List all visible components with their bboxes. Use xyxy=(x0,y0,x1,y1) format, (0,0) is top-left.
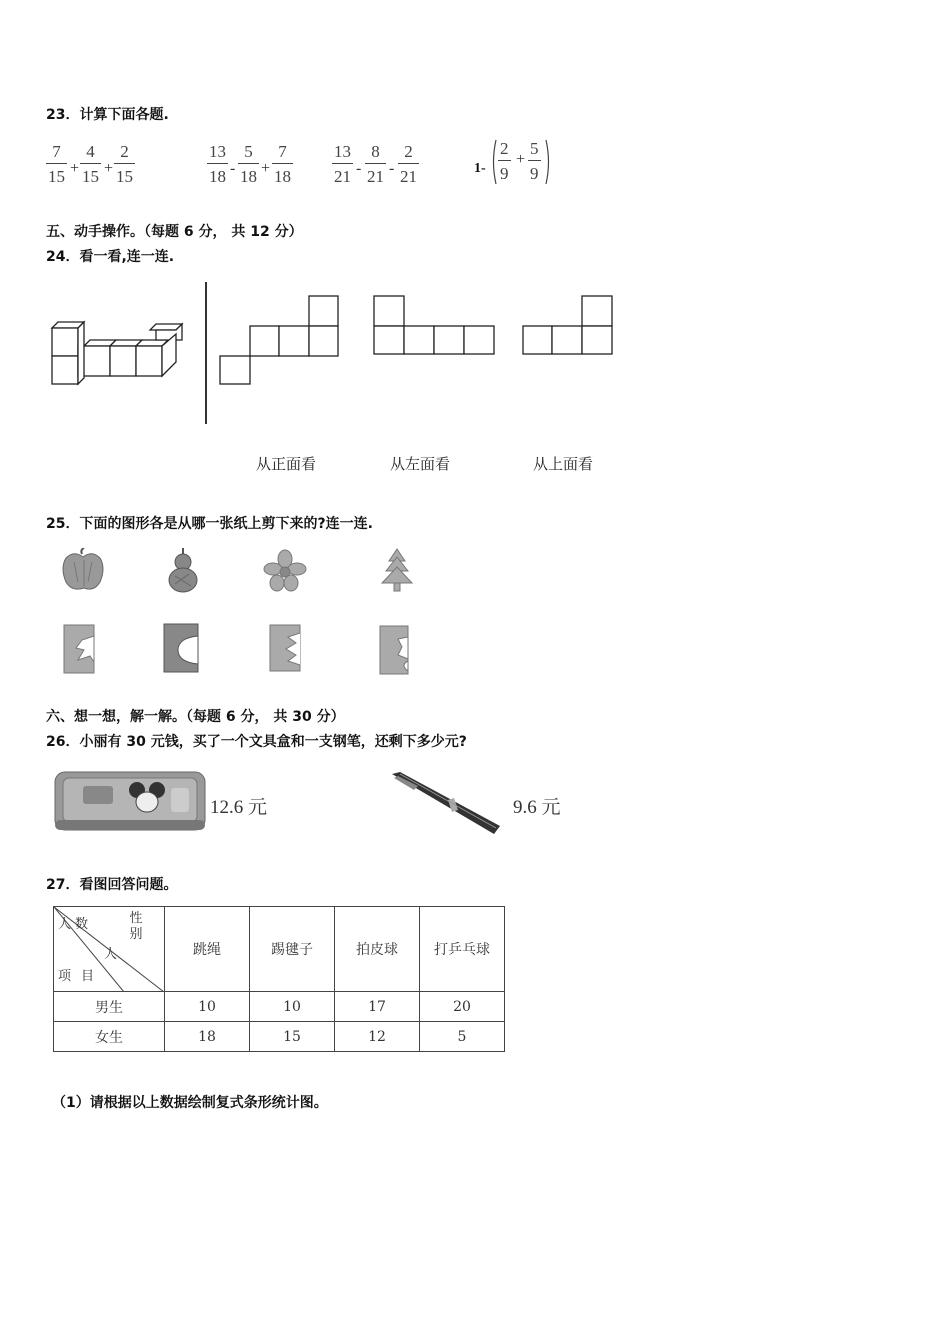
fountain-pen-image xyxy=(388,768,506,840)
fraction: $\frac{2}{21}$ xyxy=(400,142,417,186)
pencil-case-image xyxy=(53,768,208,834)
fraction: $\frac{2}{15}$ xyxy=(116,142,133,186)
column-header: 跳绳 xyxy=(165,907,250,992)
paper-round-cut-image xyxy=(160,620,204,676)
view-shape-2 xyxy=(372,294,496,356)
column-header: 打乒乓球 xyxy=(420,907,505,992)
paper-zigzag-cut-image xyxy=(266,621,306,675)
expr-lead: 1- xyxy=(474,161,486,176)
apple-cutout-image xyxy=(58,548,108,594)
flower-cutout-image xyxy=(263,549,307,593)
section5-title: 五、动手操作。（每题 6 分， 共 12 分） xyxy=(46,224,303,240)
view-label-front: 从正面看 xyxy=(256,455,317,473)
q27-sub1: （1）请根据以上数据绘制复式条形统计图。 xyxy=(52,1095,328,1111)
fraction: $\frac{2}{9}$ xyxy=(500,139,509,183)
table-corner-cell xyxy=(54,907,165,992)
view-label-top: 从上面看 xyxy=(533,455,594,473)
fraction: $\frac{5}{9}$ xyxy=(530,139,539,183)
table-cell: 10 xyxy=(165,992,250,1022)
view-label-left: 从左面看 xyxy=(390,455,451,473)
q24-title: 24．看一看,连一连. xyxy=(46,249,175,265)
table-row xyxy=(54,992,505,1022)
gourd-cutout-image xyxy=(163,546,203,596)
q25-title: 25．下面的图形各是从哪一张纸上剪下来的?连一连. xyxy=(46,516,373,532)
operator: - xyxy=(230,160,236,177)
cube-solid-figure xyxy=(46,320,186,390)
pencil-case-price: 12.6 元 xyxy=(210,797,268,818)
section6-title: 六、想一想，解一解。（每题 6 分， 共 30 分） xyxy=(46,709,345,725)
operator: - xyxy=(389,160,395,177)
fraction: $\frac{8}{21}$ xyxy=(367,142,384,186)
column-header: 拍皮球 xyxy=(335,907,420,992)
divider-line xyxy=(205,282,207,424)
table-cell: 5 xyxy=(420,1022,505,1052)
operator: - xyxy=(356,160,362,177)
operator: + xyxy=(70,160,80,177)
corner-count-label: 人数 xyxy=(58,917,93,932)
fraction: $\frac{7}{15}$ xyxy=(48,142,65,186)
table-cell: 12 xyxy=(335,1022,420,1052)
fraction: $\frac{5}{18}$ xyxy=(240,142,257,186)
operator: + xyxy=(104,160,114,177)
view-shape-1 xyxy=(218,294,340,386)
fraction: $\frac{13}{21}$ xyxy=(334,142,351,186)
table-cell: 20 xyxy=(420,992,505,1022)
sports-data-table xyxy=(53,906,505,1052)
view-shape-3 xyxy=(521,294,614,356)
corner-person-label: 人 xyxy=(104,947,118,962)
paper-star-cut-image xyxy=(60,622,100,676)
column-header: 踢毽子 xyxy=(250,907,335,992)
corner-gender-label: 性别 xyxy=(129,911,143,942)
row-label: 男生 xyxy=(54,992,165,1022)
table-cell: 10 xyxy=(250,992,335,1022)
paper-notch-cut-image xyxy=(376,623,416,677)
operator: + xyxy=(261,160,271,177)
row-label: 女生 xyxy=(54,1022,165,1052)
corner-item-label: 项目 xyxy=(58,969,105,984)
q23-title: 23．计算下面各题. xyxy=(46,107,169,123)
fraction: $\frac{4}{15}$ xyxy=(82,142,99,186)
pen-price: 9.6 元 xyxy=(513,797,561,818)
table-cell: 17 xyxy=(335,992,420,1022)
q26-title: 26．小丽有 30 元钱，买了一个文具盒和一支钢笔，还剩下多少元? xyxy=(46,734,467,750)
table-row xyxy=(54,1022,505,1052)
table-cell: 15 xyxy=(250,1022,335,1052)
q27-title: 27．看图回答问题。 xyxy=(46,877,178,893)
table-cell: 18 xyxy=(165,1022,250,1052)
fraction: $\frac{7}{18}$ xyxy=(274,142,291,186)
operator: + xyxy=(516,151,526,168)
tree-cutout-image xyxy=(378,547,416,593)
fraction: $\frac{13}{18}$ xyxy=(209,142,226,186)
